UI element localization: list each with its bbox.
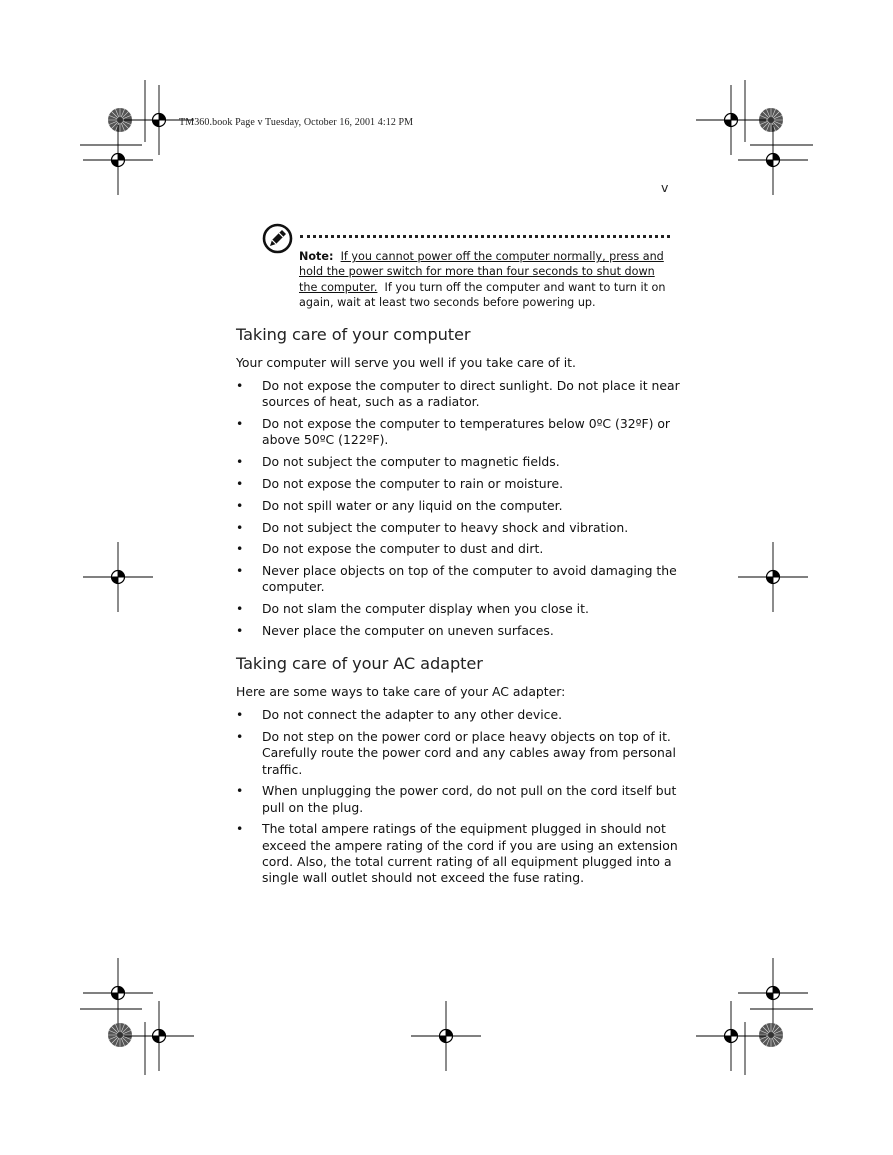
- list-item: • Do not expose the computer to dust and dirt.: [236, 541, 544, 557]
- note-text: [299, 249, 674, 310]
- list-item: • Do not slam the computer display when you close it.: [236, 601, 589, 617]
- list-item: • Do not step on the power cord or place heavy objects on top of it. Carefully route the power cord and any cables away from personal traffic.: [236, 729, 676, 777]
- bullet: •: [236, 416, 244, 432]
- list-item: • Do not connect the adapter to any other device.: [236, 707, 563, 723]
- bullet: •: [236, 729, 244, 745]
- note-pencil-icon: [262, 223, 293, 254]
- note-label: Note:: [299, 250, 334, 263]
- list-item: • Do not expose the computer to temperatures below 0ºC (32ºF) or above 50ºC (122ºF).: [236, 416, 671, 448]
- bullet: •: [236, 541, 244, 557]
- section-intro: Your computer will serve you well if you take care of it.: [236, 355, 576, 370]
- section-intro: Here are some ways to take care of your AC adapter:: [236, 684, 566, 700]
- bullet-list: [236, 707, 681, 886]
- note-body-text: If you turn off the computer and want to turn it on again, wait at least two seconds before powering up.: [299, 280, 666, 309]
- bullet: •: [236, 821, 244, 837]
- section-ac-adapter-care: [236, 653, 681, 886]
- section-title: Taking care of your computer: [236, 325, 471, 344]
- list-item: • Do not subject the computer to magnetic fields.: [236, 454, 560, 470]
- page-content: [236, 324, 681, 892]
- registration-star-mark: [759, 1023, 783, 1047]
- bullet: •: [236, 563, 244, 579]
- registration-crosshair-mark: [83, 125, 153, 195]
- registration-crosshair-mark: [696, 85, 766, 155]
- bullet: •: [236, 454, 244, 470]
- bullet: •: [236, 601, 244, 617]
- list-item: • Do not expose the computer to rain or moisture.: [236, 476, 564, 491]
- note-underlined-text: If you cannot power off the computer normally, press and hold the power switch for more than four seconds to shut down the computer.: [299, 250, 664, 294]
- section-title: Taking care of your AC adapter: [236, 654, 483, 674]
- registration-crosshair-mark: [83, 958, 153, 1028]
- section-computer-care: [236, 324, 681, 639]
- list-item: • When unplugging the power cord, do not pull on the cord itself but pull on the plug.: [236, 783, 677, 815]
- bullet: •: [236, 707, 244, 723]
- registration-crosshair-mark: [738, 542, 808, 612]
- print-header-slug: TM360.book Page v Tuesday, October 16, 2001 4:12 PM: [179, 117, 414, 128]
- registration-crosshair-mark: [124, 1001, 194, 1071]
- list-item: • Do not subject the computer to heavy shock and vibration.: [236, 519, 629, 535]
- list-item: • Do not expose the computer to direct sunlight. Do not place it near sources of heat, such as a radiator.: [236, 378, 680, 410]
- bullet: •: [236, 497, 244, 513]
- bullet: •: [236, 519, 244, 535]
- registration-crosshair-mark: [738, 125, 808, 195]
- registration-crosshair-mark: [738, 958, 808, 1028]
- bullet: •: [236, 783, 244, 799]
- page-number: v: [661, 180, 669, 195]
- list-item: • Never place the computer on uneven surfaces.: [236, 622, 554, 638]
- bullet: •: [236, 378, 244, 394]
- bullet: •: [236, 622, 244, 638]
- bullet-list: [236, 378, 681, 639]
- registration-crosshair-mark: [83, 542, 153, 612]
- registration-crosshair-mark: [696, 1001, 766, 1071]
- list-item: • Do not spill water or any liquid on the computer.: [236, 497, 563, 513]
- registration-crosshair-mark: [411, 1001, 481, 1071]
- list-item: • The total ampere ratings of the equipment plugged in should not exceed the ampere rating of the cord if you are using an extension cord. Also, the total current rating of all equipment plugged into a single wall outlet should not exceed the fuse rating.: [236, 821, 678, 885]
- bullet: •: [236, 476, 244, 491]
- registration-star-mark: [108, 1023, 132, 1047]
- note-dotted-rule: [300, 235, 670, 238]
- list-item: • Never place objects on top of the computer to avoid damaging the computer.: [236, 563, 677, 595]
